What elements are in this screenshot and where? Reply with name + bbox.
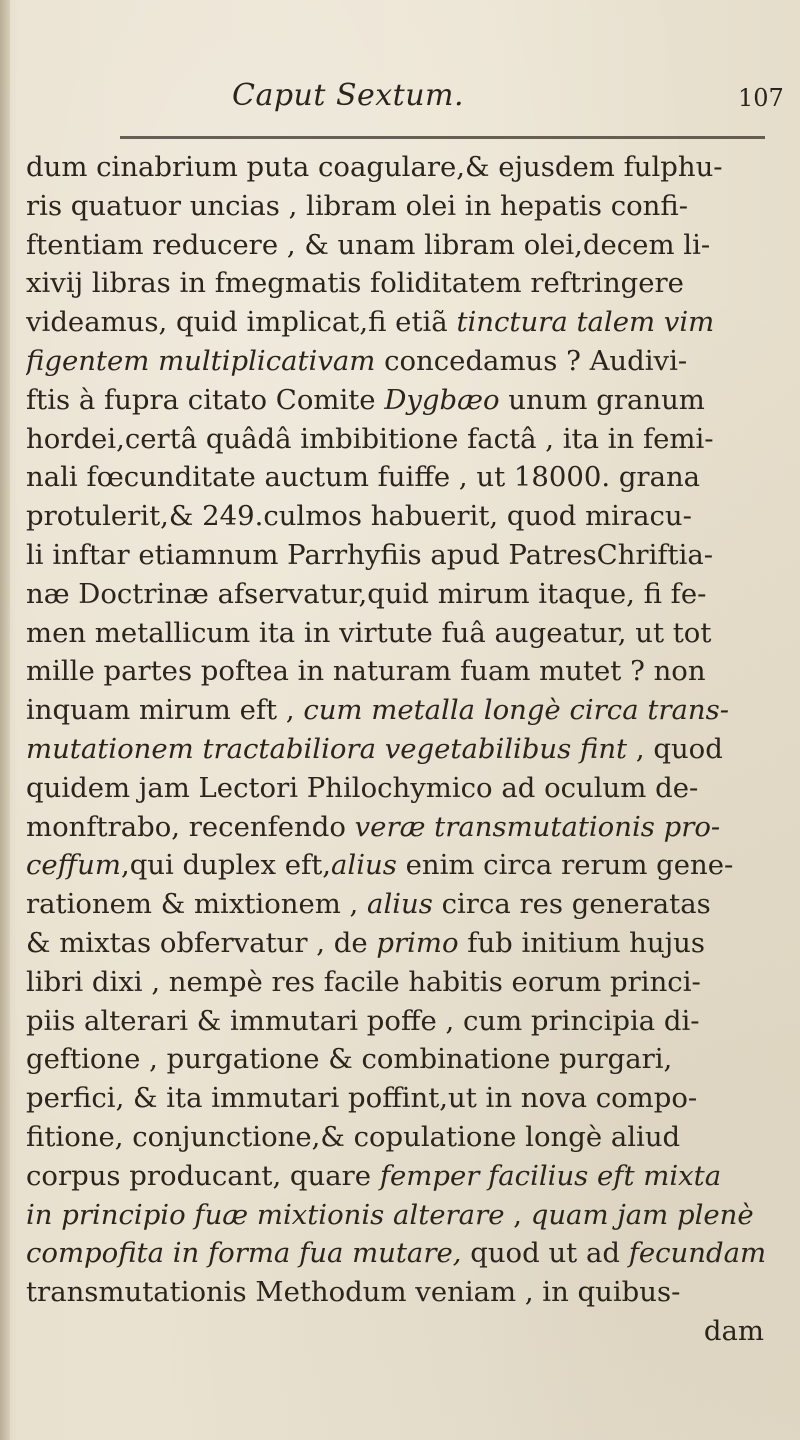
italic-text: tinctura talem vim (456, 306, 715, 339)
text-line (26, 536, 782, 575)
text-segment: dum cinabrium puta coagulare,& ejusdem fulphu- (26, 151, 723, 183)
text-segment: xivij libras in fmegmatis foliditatem reftringere (26, 267, 684, 300)
body-text (26, 148, 782, 1351)
text-segment: & mixtas obfervatur , de (26, 926, 377, 959)
text-segment: ftentiam reducere , & unam libram olei,decem li- (26, 228, 711, 261)
text-segment: corpus producant, quare (26, 1159, 380, 1192)
text-segment: fub initium hujus (458, 926, 705, 959)
italic-text: Dygbæo (384, 383, 500, 416)
text-segment: concedamus ? Audivi- (375, 344, 688, 377)
text-line (26, 148, 782, 187)
page-header (0, 78, 800, 128)
text-line (26, 1040, 782, 1079)
text-line (26, 497, 782, 536)
italic-text: primo (376, 926, 459, 959)
text-line (26, 226, 782, 265)
text-line (26, 187, 782, 226)
text-line (26, 614, 782, 653)
text-segment: quod ut ad (461, 1237, 629, 1270)
text-segment: ftis à fupra citato Comite (26, 383, 385, 416)
text-line (26, 1002, 782, 1041)
italic-text: mutationem tractabiliora vegetabilibus fint (26, 732, 628, 765)
italic-text: cum metalla longè circa trans- (303, 694, 730, 727)
text-segment: rationem & mixtionem , (26, 888, 368, 921)
text-segment: dam (703, 1314, 764, 1347)
text-segment: men metallicum ita in virtute fuâ augeatur, ut tot (26, 616, 712, 649)
text-segment: monftrabo, recenfendo (26, 810, 355, 843)
text-segment: protulerit,& 249.culmos habuerit, quod miracu- (26, 500, 692, 533)
text-segment: ,qui duplex eft, (120, 849, 332, 882)
text-segment: fitione, conjunctione,& copulatione longè aliud (26, 1120, 681, 1153)
text-line (26, 924, 782, 963)
page-gutter (0, 0, 10, 1440)
text-line (26, 575, 782, 614)
italic-text: fecundam (628, 1237, 767, 1270)
text-segment: enim circa rerum gene- (396, 849, 734, 882)
text-line (26, 381, 782, 420)
italic-text: alius (331, 849, 397, 882)
italic-text: figentem multiplicativam (26, 344, 376, 377)
text-segment: , quod (627, 732, 723, 765)
text-segment: , (504, 1198, 531, 1231)
text-line (26, 1157, 782, 1196)
running-title: Caput Sextum. (232, 78, 465, 113)
text-line (26, 1234, 782, 1273)
text-segment: geftione , purgatione & combinatione purgari, (26, 1043, 673, 1076)
text-segment: nali fœcunditate auctum fuiffe , ut 18000. grana (26, 461, 701, 494)
text-line (26, 420, 782, 459)
text-line (26, 458, 782, 497)
text-line (26, 342, 782, 381)
text-segment: mille partes poftea in naturam fuam mutet ? non (26, 655, 706, 688)
text-segment: ris quatuor uncias , libram olei in hepatis confi- (26, 189, 689, 222)
text-line (26, 652, 782, 691)
text-line (26, 730, 782, 769)
italic-text: femper facilius eft mixta (379, 1159, 722, 1192)
text-segment: perfici, & ita immutari poffint,ut in nova compo- (26, 1082, 698, 1115)
text-segment: piis alterari & immutari poffe , cum principia di- (26, 1004, 700, 1037)
italic-text: alius (367, 888, 433, 921)
text-segment: næ Doctrinæ afservatur,quid mirum itaque, fi fe- (26, 577, 707, 610)
italic-text: in principio fuæ mixtionis alterare (26, 1198, 505, 1231)
text-line (26, 769, 782, 808)
text-line (26, 808, 782, 847)
text-line (26, 1312, 782, 1351)
italic-text: ceffum (26, 849, 121, 882)
text-segment: videamus, quid implicat,fi etiã (26, 306, 457, 339)
text-line (26, 963, 782, 1002)
text-line (26, 1196, 782, 1235)
text-segment: quidem jam Lectori Philochymico ad oculum de- (26, 771, 699, 804)
page-number: 107 (738, 84, 784, 112)
text-line (26, 1079, 782, 1118)
text-line (26, 264, 782, 303)
text-line (26, 303, 782, 342)
italic-text: veræ transmutationis pro- (354, 810, 721, 843)
text-line (26, 1273, 782, 1312)
italic-text: quam jam plenè (530, 1198, 754, 1231)
text-segment: hordei,certâ quâdâ imbibitione factâ , ita in femi- (26, 422, 714, 455)
text-segment: li inftar etiamnum Parrhyfiis apud PatresChriftia- (26, 538, 714, 571)
text-segment: unum granum (499, 383, 705, 416)
text-segment: libri dixi , nempè res facile habitis eorum princi- (26, 965, 701, 998)
text-segment: inquam mirum eft , (26, 694, 304, 727)
text-line (26, 691, 782, 730)
text-segment: circa res generatas (432, 888, 711, 921)
italic-text: compofita in forma fua mutare, (26, 1237, 462, 1270)
text-line (26, 1118, 782, 1157)
text-segment: transmutationis Methodum veniam , in quibus- (26, 1276, 681, 1309)
text-line (26, 885, 782, 924)
header-rule (120, 136, 765, 139)
text-line (26, 846, 782, 885)
